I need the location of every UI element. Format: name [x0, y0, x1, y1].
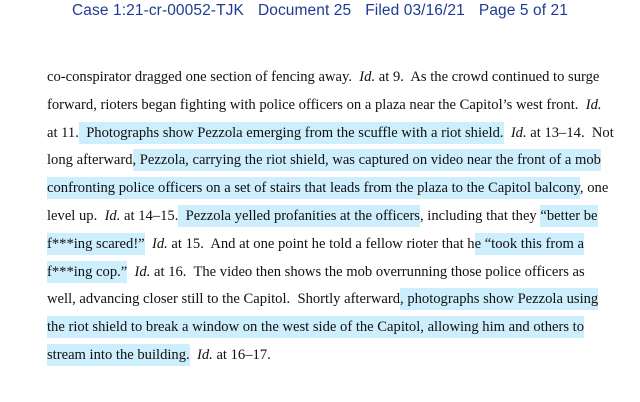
text-run: level up. — [47, 207, 105, 224]
highlighted-text: “better be — [540, 205, 597, 227]
text-line — [47, 64, 637, 92]
highlighted-text: , Pezzola, carrying the riot shield, was captured on video near the front of a mob — [133, 149, 601, 171]
text-run — [504, 125, 511, 141]
document-body — [47, 64, 637, 370]
highlighted-text: , photographs show Pezzola using — [400, 288, 598, 310]
citation: Id. — [104, 207, 121, 224]
case-number: Case 1:21-cr-00052-TJK — [72, 2, 244, 19]
text-run — [127, 264, 134, 280]
citation: Id. — [359, 69, 376, 85]
document-number: Document 25 — [257, 2, 352, 19]
text-line — [47, 92, 637, 120]
highlighted-text: the riot shield to break a window on the west side of the Capitol, allowing him and others to — [47, 316, 584, 338]
text-line — [47, 147, 637, 175]
highlighted-text: stream into the building. — [47, 344, 190, 366]
highlighted-text: Pezzola yelled profanities at the officers — [178, 205, 420, 227]
text-line — [47, 342, 637, 370]
highlighted-text: f***ing scared!” — [47, 233, 145, 255]
text-run: well, advancing closer still to the Capitol. Shortly afterward — [47, 291, 401, 308]
text-run: long afterward — [47, 152, 133, 169]
text-run: at 14–15. — [120, 207, 179, 224]
text-line — [47, 231, 637, 259]
text-run: at 9. As the crowd continued to surge — [375, 69, 600, 85]
text-line — [47, 259, 637, 287]
text-run: at 16–17. — [212, 346, 271, 363]
text-run — [145, 236, 152, 252]
citation: Id. — [510, 124, 527, 141]
text-run: at 11. — [47, 124, 79, 141]
filed-date: Filed 03/16/21 — [365, 2, 465, 19]
citation: Id. — [151, 235, 168, 252]
highlighted-text: confronting police officers on a set of stairs that leads from the plaza to the Capitol balcony — [47, 177, 580, 199]
text-line — [47, 175, 637, 203]
highlighted-text: e “took this from a — [475, 233, 584, 255]
text-line — [47, 286, 637, 314]
citation: Id. — [134, 263, 151, 280]
text-run — [190, 347, 197, 363]
citation: Id. — [585, 96, 602, 113]
text-line — [47, 120, 637, 148]
text-run: , one — [579, 180, 609, 197]
text-run: co-conspirator dragged one section of fencing away. — [47, 69, 360, 85]
text-run: , including that they — [420, 207, 541, 224]
text-run: at 15. And at one point he told a fellow rioter that h — [167, 235, 475, 252]
text-run: forward, rioters began fighting with police officers on a plaza near the Capitol’s west front. — [47, 96, 586, 113]
document-header — [0, 2, 640, 20]
highlighted-text: f***ing cop.” — [47, 261, 127, 283]
text-run: at 13–14. Not — [526, 124, 614, 141]
citation: Id. — [196, 346, 213, 363]
text-run: at 16. The video then shows the mob overrunning those police officers as — [150, 263, 585, 280]
text-line — [47, 203, 637, 231]
highlighted-text: Photographs show Pezzola emerging from the scuffle with a riot shield. — [79, 122, 504, 144]
page-indicator: Page 5 of 21 — [478, 2, 568, 19]
text-line — [47, 314, 637, 342]
